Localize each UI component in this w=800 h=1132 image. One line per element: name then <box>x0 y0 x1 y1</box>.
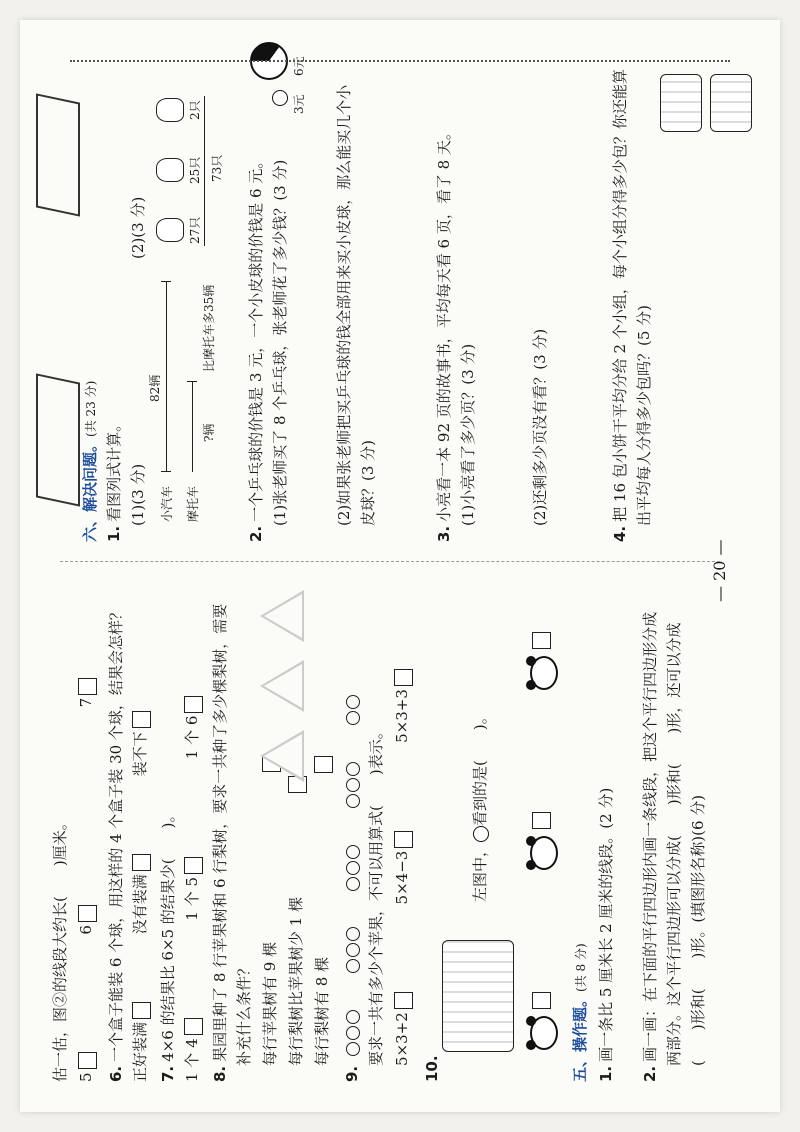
solve-3-part-2 <box>530 329 550 526</box>
operation-2-line2 <box>664 623 684 1066</box>
question-number: 1. <box>105 525 123 542</box>
question-text: 左图中， <box>471 841 489 902</box>
question-number: 3. <box>435 525 453 542</box>
question-8-line2 <box>234 961 254 1066</box>
answer-box[interactable] <box>78 678 97 695</box>
group-table-image <box>710 74 752 132</box>
question-8-choice-c <box>312 753 333 1066</box>
question-text: 要求一共有多少个苹果，不可以用算式( )表示。 <box>367 724 385 1066</box>
part-1-text: (1)张老师买了 8 个乒乓球，张老师花了多少钱？(3 分) <box>271 159 289 526</box>
part-2-text: (2)还剩多少页没有看？(3 分) <box>531 328 549 526</box>
question-9 <box>342 694 362 1082</box>
section-6-heading <box>80 381 101 542</box>
unknown-label: ?辆 <box>202 423 216 442</box>
question-6-choices <box>130 708 151 1082</box>
car-label: 小汽车 <box>160 485 174 522</box>
question-text: 小亮看一本 92 页的故事书，平均每天看 6 页，看了 8 天。 <box>435 125 453 522</box>
ball-price: 6元 <box>292 56 306 76</box>
answer-box[interactable] <box>394 669 413 686</box>
question-7 <box>158 808 178 1082</box>
answer-box[interactable] <box>132 1002 151 1019</box>
choice-a: 1 个 4 <box>183 1038 201 1082</box>
operation-1 <box>596 788 616 1082</box>
question-text: 一个盒子能装 6 个球，用这样的 4 个盒子装 30 个球，结果会怎样？ <box>107 605 125 1062</box>
question-text: 把 16 包小饼干平均分给 2 个小组，每个小组分得多少包？你还能算 <box>611 69 629 522</box>
solve-3-part-1 <box>458 344 478 526</box>
section-score: (共 23 分) <box>84 380 98 437</box>
answer-box[interactable] <box>394 831 413 848</box>
question-6 <box>106 605 126 1082</box>
question-number: 4. <box>611 525 629 542</box>
choice-a: 正好装满 <box>131 1021 149 1082</box>
total-label: 82辆 <box>148 374 162 402</box>
answer-box[interactable] <box>184 696 203 713</box>
choice-c: 每行梨树有 8 棵 <box>313 956 331 1066</box>
question-text-2: 两部分。这个平行四边形可以分成( )形和( )形，还可以分成 <box>665 622 683 1066</box>
choice-b: 6 <box>77 925 95 935</box>
question-10 <box>422 1051 442 1082</box>
answer-box[interactable] <box>532 812 551 829</box>
answer-box[interactable] <box>184 1018 203 1035</box>
group-3-count: 2只 <box>188 100 202 120</box>
children-at-table-image <box>442 940 514 1052</box>
question-text: 看图列式计算。 <box>105 416 123 522</box>
question-8-choice-a <box>260 752 281 1066</box>
question-text-2: 补充什么条件？ <box>235 960 253 1066</box>
pingpong-ball-icon <box>272 90 288 106</box>
triangle-figure <box>260 730 304 782</box>
question-number: 10. <box>423 1055 441 1082</box>
page-number: — 20 — <box>710 539 729 602</box>
stamp-box <box>36 93 80 216</box>
choice-a: 5 <box>77 1072 95 1082</box>
question-9-choices <box>392 666 413 1066</box>
part-2-label: (2)(3 分) <box>129 196 147 259</box>
apple-icon <box>343 926 361 974</box>
animal-bracket <box>204 96 205 246</box>
estimate-text: 估一估，图②的线段大约长( )厘米。 <box>51 815 69 1082</box>
group-2-count: 25只 <box>188 156 202 184</box>
question-text-2: 出平均每人分得多少包吗？(5 分) <box>635 304 653 526</box>
solve-2-part-2b <box>358 440 378 526</box>
choice-a: 每行苹果树有 9 棵 <box>261 941 279 1066</box>
question-number: 8. <box>211 1065 229 1082</box>
right-column <box>50 42 750 542</box>
solve-4-line2 <box>634 305 654 526</box>
solve-2 <box>246 154 266 542</box>
question-10-text <box>470 709 490 902</box>
group-1-count: 27只 <box>188 216 202 244</box>
question-number: 2. <box>641 1065 659 1082</box>
triangle-figure <box>260 590 304 642</box>
answer-box[interactable] <box>78 905 97 922</box>
panda-icon <box>530 836 558 870</box>
triangle-figure <box>260 660 304 712</box>
answer-box[interactable] <box>532 992 551 1009</box>
ball-icon <box>473 826 489 842</box>
worksheet-page <box>20 20 780 1112</box>
squirrel-icon <box>156 158 184 182</box>
choice-b: 每行梨树比苹果树少 1 棵 <box>287 896 305 1066</box>
question-text-2: 看到的是( )。 <box>471 709 489 826</box>
group-table-image <box>660 74 702 132</box>
answer-box[interactable] <box>132 854 151 871</box>
apple-icon <box>343 694 361 726</box>
choice-c: 装不下 <box>131 731 149 777</box>
solve-1-parts <box>128 197 148 526</box>
animal-total: 73只 <box>210 154 224 182</box>
solve-3 <box>434 125 454 542</box>
choice-a: 5×3+2 <box>393 1012 411 1066</box>
answer-box[interactable] <box>184 857 203 874</box>
motorbike-label: 摩托车 <box>186 485 200 522</box>
answer-box[interactable] <box>394 992 413 1009</box>
estimate-choices <box>76 675 97 1082</box>
bar-tick <box>161 471 171 472</box>
estimate-question <box>50 815 70 1082</box>
stamp-box <box>36 373 80 506</box>
apple-icon <box>343 1009 361 1057</box>
question-number: 1. <box>597 1065 615 1082</box>
apple-icon <box>343 844 361 892</box>
squirrel-icon <box>156 98 184 122</box>
question-8 <box>210 604 230 1082</box>
choice-c: 1 个 6 <box>183 715 201 760</box>
section-title: 五、操作题。 <box>571 991 589 1082</box>
part-1-label: (1)(3 分) <box>129 463 147 526</box>
choice-b: 5×4−3 <box>393 850 411 905</box>
part-2-text: (2)如果张老师把买乒乓球的钱全部用来买小皮球，那么能买几个小 <box>335 84 353 526</box>
left-column <box>50 582 750 1082</box>
solve-1 <box>104 417 124 542</box>
section-score: (共 8 分) <box>574 943 588 992</box>
question-text: 果园里种了 8 行苹果树和 6 行梨树，要求一共种了多少棵梨树，需要 <box>211 603 229 1062</box>
difference-label: 比摩托车多35辆 <box>202 284 216 372</box>
choice-b: 1 个 5 <box>183 876 201 921</box>
question-text: 画一条比 5 厘米长 2 厘米的线段。(2 分) <box>597 787 615 1062</box>
rotated-page <box>30 22 770 1102</box>
bar-tick <box>161 281 171 282</box>
bar-tick <box>187 381 197 382</box>
binding-edge <box>70 60 730 62</box>
question-text: 画一画：在下面的平行四边形内画一条线段，把这个平行四边形分成 <box>641 611 659 1062</box>
choice-b: 没有装满 <box>131 874 149 935</box>
answer-box[interactable] <box>132 711 151 728</box>
question-7-choices <box>182 693 203 1082</box>
choice-c: 7 <box>77 697 95 708</box>
section-5-heading <box>570 943 591 1082</box>
choice-c: 5×3+3 <box>393 689 411 743</box>
answer-box[interactable] <box>532 632 551 649</box>
solve-2-part-1 <box>270 160 290 526</box>
question-number: 2. <box>247 525 265 542</box>
car-bar <box>166 282 167 472</box>
solve-4 <box>610 69 630 542</box>
answer-box[interactable] <box>78 1052 97 1069</box>
panda-icon <box>530 656 558 690</box>
question-number: 6. <box>107 1065 125 1082</box>
panda-icon <box>530 1016 558 1050</box>
solve-2-part-2 <box>334 85 354 526</box>
answer-box[interactable] <box>314 756 333 773</box>
apple-icon <box>343 761 361 809</box>
squirrel-icon <box>156 218 184 242</box>
section-title: 六、解决问题。 <box>81 436 99 542</box>
part-2-text-b: 皮球？(3 分) <box>359 439 377 526</box>
question-9-text <box>366 724 386 1066</box>
question-number: 7. <box>159 1065 177 1082</box>
operation-2 <box>640 612 660 1082</box>
divider <box>60 561 720 562</box>
question-8-choice-b <box>286 773 307 1066</box>
operation-2-line3 <box>688 795 708 1066</box>
question-text: 4×6 的结果比 6×5 的结果少( )。 <box>159 807 177 1062</box>
pingpong-price: 3元 <box>292 94 306 114</box>
question-text: 一个乒乓球的价钱是 3 元，一个小皮球的价钱是 6 元。 <box>247 153 265 522</box>
part-1-text: (1)小亮看了多少页？(3 分) <box>459 343 477 526</box>
question-number: 9. <box>343 1065 361 1082</box>
question-text-3: ( )形和( )形。(填图形名称)(6 分) <box>689 794 707 1066</box>
motorbike-bar <box>192 382 193 472</box>
